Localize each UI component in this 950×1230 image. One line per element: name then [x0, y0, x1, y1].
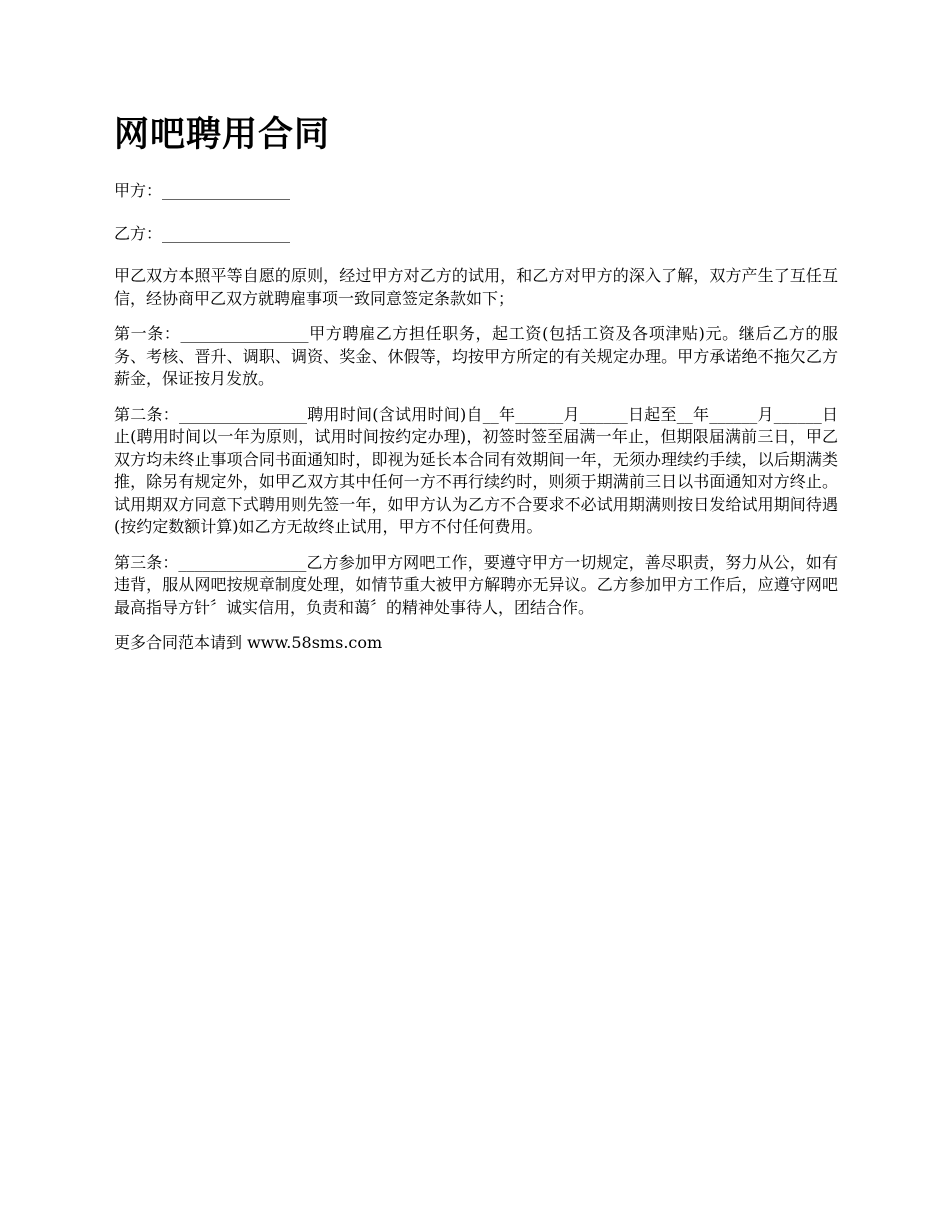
document-page [114, 112, 838, 668]
intro-paragraph: 甲乙双方本照平等自愿的原则，经过甲方对乙方的试用，和乙方对甲方的深入了解，双方产生了互任互信，经协商甲乙双方就聘雇事项一致同意签定条款如下； [114, 266, 838, 308]
article-1-paragraph: 第一条：________________甲方聘雇乙方担任职务，起工资(包括工资及各项津贴)元。继后乙方的服务、考核、晋升、调职、调资、奖金、休假等，均按甲方所定的有关规定办理。甲方承诺绝不拖欠乙方薪金，保证按月发放。 [114, 324, 838, 388]
party-a-line: 甲方：________________ [114, 181, 291, 200]
document-title: 网吧聘用合同 [114, 114, 331, 155]
article-2-paragraph: 第二条：________________聘用时间(含试用时间)自__年______月______日起至__年______月______日止(聘用时间以一年为原则，试用时间按约定办理)，初签时签至届满一年止，但期限届满前三日，甲乙双方均未终止事项合同书面通知时，即视为延长本合同有效期间一年，无须办理续约手续，以后期满类推，除另有规定外，如甲乙双方其中任何一方不再行续约时，则须于期满前三日以书面通知对方终止。试用期双方同意下式聘用则先签一年，如甲方认为乙方不合要求不必试用期满则按日发给试用期间待遇(按约定数额计算)如乙方无故终止试用，甲方不付任何费用。 [114, 404, 838, 536]
footer-link-text: 更多合同范本请到 www.58sms.com [114, 633, 383, 652]
article-3-paragraph: 第三条：________________乙方参加甲方网吧工作，要遵守甲方一切规定，善尽职责，努力从公，如有违背，服从网吧按规章制度处理，如情节重大被甲方解聘亦无异议。乙方参加甲方工作后，应遵守网吧最高指导方针〞诚实信用，负责和蔼〞的精神处事待人，团结合作。 [114, 552, 838, 617]
party-b-line: 乙方：________________ [114, 223, 291, 243]
